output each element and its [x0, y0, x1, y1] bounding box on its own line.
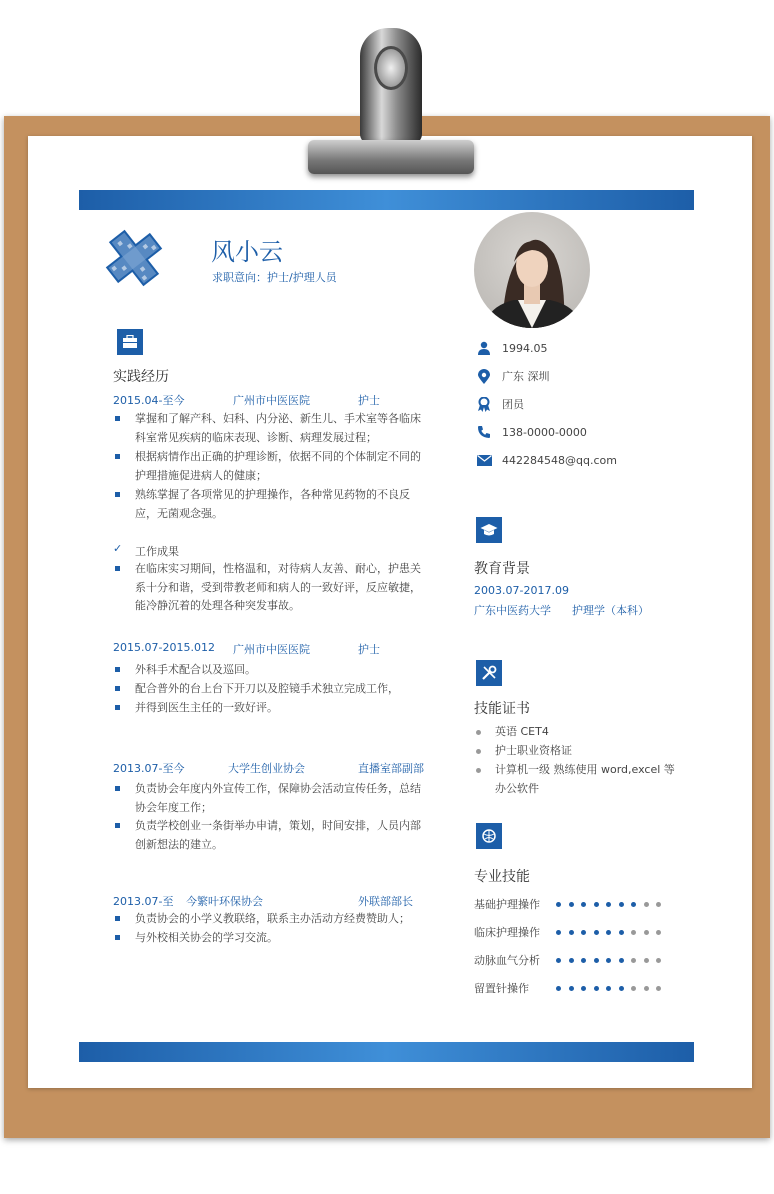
- rating-dot-filled: [606, 902, 611, 907]
- skill-label: 留置针操作: [474, 982, 529, 995]
- list-item: 外科手术配合以及巡回。: [115, 661, 431, 680]
- portrait-illustration: [474, 212, 590, 328]
- entry-role: 外联部部长: [358, 895, 413, 908]
- rating-dot-filled: [556, 902, 561, 907]
- professional-section-icon: [476, 823, 502, 849]
- skill-row: [474, 924, 669, 940]
- entry-role: 直播室部副部: [358, 762, 424, 775]
- skill-row: [474, 896, 669, 912]
- rating-dot-empty: [656, 902, 661, 907]
- rating-dot-filled: [569, 902, 574, 907]
- education-school: 广东中医药大学: [474, 604, 551, 617]
- briefcase-icon: [122, 335, 138, 349]
- achievement-label: 工作成果: [135, 545, 179, 558]
- rating-dot-filled: [631, 902, 636, 907]
- skill-rating: [556, 986, 669, 991]
- rating-dot-filled: [594, 958, 599, 963]
- skill-label: 基础护理操作: [474, 898, 540, 911]
- rating-dot-filled: [619, 930, 624, 935]
- header-bar: [79, 190, 694, 210]
- practice-section-icon: [117, 329, 143, 355]
- graduation-cap-icon: [480, 523, 498, 537]
- rating-dot-empty: [631, 930, 636, 935]
- birth-value: 1994.05: [502, 341, 548, 355]
- entry-org: 广州市中医医院: [233, 643, 310, 656]
- binder-clip-base: [308, 140, 474, 174]
- phone-icon: [477, 425, 491, 439]
- rating-dot-filled: [619, 958, 624, 963]
- education-section-icon: [476, 517, 502, 543]
- skill-rating: [556, 958, 669, 963]
- entry-date: 2015.04-至今: [113, 394, 185, 407]
- rating-dot-filled: [581, 902, 586, 907]
- entry-role: 护士: [358, 643, 380, 656]
- tools-icon: [481, 665, 497, 681]
- medal-icon: [477, 397, 491, 412]
- rating-dot-filled: [619, 902, 624, 907]
- list-item: 计算机一级 熟练使用 word,excel 等办公软件: [476, 761, 675, 798]
- list-item: 与外校相关协会的学习交流。: [115, 929, 431, 948]
- entry-role: 护士: [358, 394, 380, 407]
- person-icon: [477, 341, 491, 355]
- rating-dot-filled: [556, 986, 561, 991]
- list-item: 护士职业资格证: [476, 742, 675, 761]
- list-item: 负责学校创业一条街举办申请，策划，时间安排，人员内部创新想法的建立。: [115, 817, 431, 854]
- rating-dot-filled: [606, 958, 611, 963]
- profile-photo: [474, 212, 590, 328]
- list-item: 在临床实习期间，性格温和，对待病人友善、耐心，护患关系十分和谐，受到带教老师和病人的一致好评，反应敏捷，能冷静沉着的处理各种突发事故。: [115, 560, 431, 616]
- job-intent: 求职意向：护士/护理人员: [212, 271, 337, 284]
- education-major: 护理学（本科）: [572, 604, 649, 617]
- rating-dot-filled: [606, 930, 611, 935]
- rating-dot-empty: [644, 902, 649, 907]
- list-item: 并得到医生主任的一致好评。: [115, 699, 431, 718]
- info-email: [476, 452, 617, 468]
- professional-title: 专业技能: [474, 869, 530, 885]
- rating-dot-empty: [631, 986, 636, 991]
- list-item: 负责协会年度内外宣传工作，保障协会活动宣传任务，总结协会年度工作；: [115, 780, 431, 817]
- practice-title: 实践经历: [113, 369, 169, 385]
- rating-dot-filled: [556, 930, 561, 935]
- list-item: 熟练掌握了各项常见的护理操作，各种常见药物的不良反应，无菌观念强。: [115, 486, 431, 523]
- skill-rating: [556, 930, 669, 935]
- footer-bar: [79, 1042, 694, 1062]
- skill-label: 动脉血气分析: [474, 954, 540, 967]
- entry-date: 2013.07-至: [113, 895, 174, 908]
- resume-name: 风小云: [211, 238, 283, 266]
- list-item: 英语 CET4: [476, 723, 675, 742]
- entry-date: 2015.07-2015.012: [113, 641, 215, 654]
- phone-value: 138-0000-0000: [502, 425, 587, 439]
- rating-dot-empty: [656, 930, 661, 935]
- info-location: [476, 368, 550, 384]
- politics-value: 团员: [502, 398, 524, 411]
- rating-dot-filled: [556, 958, 561, 963]
- rating-dot-filled: [569, 958, 574, 963]
- rating-dot-filled: [594, 902, 599, 907]
- list-item: 负责协会的小学义教联络，联系主办活动方经费赞助人；: [115, 910, 431, 929]
- rating-dot-filled: [594, 930, 599, 935]
- entry-org: 大学生创业协会: [228, 762, 305, 775]
- location-value: 广东 深圳: [502, 370, 550, 383]
- rating-dot-empty: [656, 958, 661, 963]
- check-icon: ✓: [113, 542, 123, 555]
- list-item: 配合普外的台上台下开刀以及腔镜手术独立完成工作，: [115, 680, 431, 699]
- rating-dot-empty: [644, 958, 649, 963]
- mail-icon: [477, 455, 492, 466]
- list-item: 根据病情作出正确的护理诊断，依据不同的个体制定不同的护理措施促进病人的健康；: [115, 448, 431, 485]
- entry-org: 广州市中医医院: [233, 394, 310, 407]
- info-birth: [476, 340, 548, 356]
- rating-dot-empty: [631, 958, 636, 963]
- rating-dot-filled: [569, 986, 574, 991]
- skill-label: 临床护理操作: [474, 926, 540, 939]
- rating-dot-empty: [644, 986, 649, 991]
- brain-icon: [481, 828, 497, 844]
- rating-dot-filled: [569, 930, 574, 935]
- rating-dot-empty: [656, 986, 661, 991]
- rating-dot-filled: [581, 986, 586, 991]
- skills-title: 技能证书: [474, 701, 530, 717]
- skill-row: [474, 980, 669, 996]
- rating-dot-filled: [619, 986, 624, 991]
- skills-section-icon: [476, 660, 502, 686]
- entry-org: 今繁叶环保协会: [186, 895, 263, 908]
- map-pin-icon: [478, 369, 490, 384]
- rating-dot-filled: [581, 930, 586, 935]
- binder-clip-hole: [374, 46, 408, 90]
- entry-date: 2013.07-至今: [113, 762, 185, 775]
- education-title: 教育背景: [474, 561, 530, 577]
- rating-dot-empty: [644, 930, 649, 935]
- list-item: 掌握和了解产科、妇科、内分泌、新生儿、手术室等各临床科室常见疾病的临床表现、诊断、病理发展过程；: [115, 410, 431, 447]
- rating-dot-filled: [581, 958, 586, 963]
- skill-rating: [556, 902, 669, 907]
- medical-cross-logo: [96, 226, 172, 290]
- info-politics: [476, 396, 524, 412]
- email-value: 442284548@qq.com: [502, 453, 617, 467]
- skill-row: [474, 952, 669, 968]
- education-date: 2003.07-2017.09: [474, 584, 569, 597]
- rating-dot-filled: [594, 986, 599, 991]
- info-phone: [476, 424, 587, 440]
- rating-dot-filled: [606, 986, 611, 991]
